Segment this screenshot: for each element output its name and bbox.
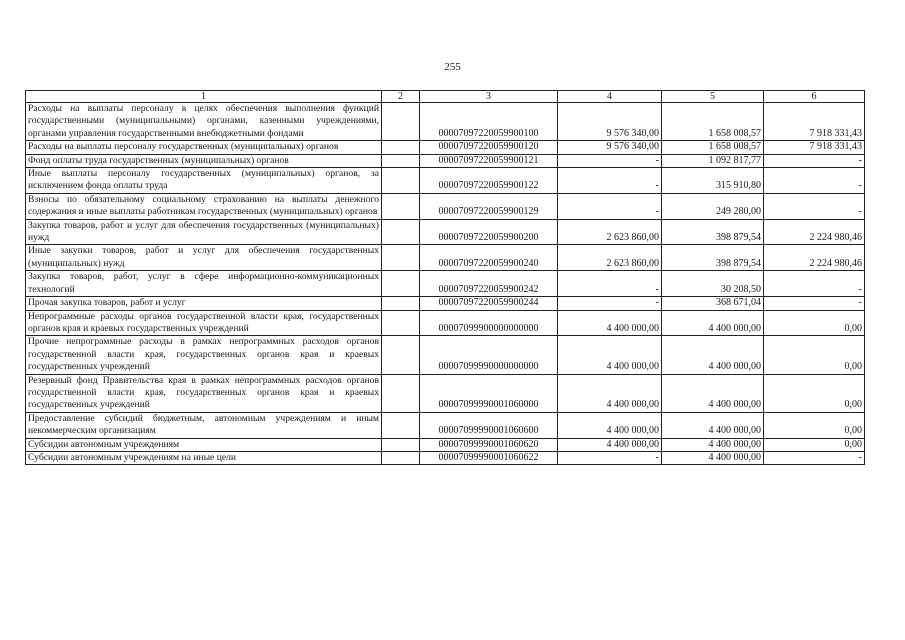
- row-kind: [382, 271, 420, 297]
- row-code: 00007097220059900240: [420, 245, 558, 271]
- row-unexecuted: -: [764, 297, 865, 310]
- row-unexecuted: 0,00: [764, 412, 865, 438]
- table-row: [26, 154, 865, 167]
- row-approved: 4 400 000,00: [558, 412, 662, 438]
- row-code: 00007099990000000000: [420, 336, 558, 374]
- table-row: [26, 297, 865, 310]
- row-name: Фонд оплаты труда государственных (муниципальных) органов: [26, 154, 382, 167]
- table-row: [26, 245, 865, 271]
- row-code: 00007097220059900100: [420, 103, 558, 141]
- row-kind: [382, 219, 420, 245]
- row-executed: 30 208,50: [662, 271, 764, 297]
- row-executed: 4 400 000,00: [662, 438, 764, 451]
- row-kind: [382, 412, 420, 438]
- row-approved: 4 400 000,00: [558, 438, 662, 451]
- budget-execution-table: [25, 90, 865, 465]
- row-kind: [382, 374, 420, 412]
- row-name: Прочие непрограммные расходы в рамках непрограммных расходов органов государственной власти края, государственных органов края и краевых государственных учреждений: [26, 336, 382, 374]
- row-executed: 4 400 000,00: [662, 451, 764, 464]
- table-row: [26, 141, 865, 154]
- row-code: 00007097220059900120: [420, 141, 558, 154]
- row-kind: [382, 193, 420, 219]
- row-approved: -: [558, 297, 662, 310]
- row-approved: 4 400 000,00: [558, 310, 662, 336]
- column-header-5: 5: [662, 91, 764, 103]
- row-code: 00007097220059900242: [420, 271, 558, 297]
- row-name: Иные закупки товаров, работ и услуг для обеспечения государственных (муниципальных) нужд: [26, 245, 382, 271]
- column-header-3: 3: [420, 91, 558, 103]
- row-name: Расходы на выплаты персоналу государственных (муниципальных) органов: [26, 141, 382, 154]
- row-executed: 4 400 000,00: [662, 336, 764, 374]
- row-executed: 1 092 817,77: [662, 154, 764, 167]
- row-unexecuted: -: [764, 451, 865, 464]
- row-unexecuted: -: [764, 168, 865, 194]
- table-row: [26, 193, 865, 219]
- row-kind: [382, 438, 420, 451]
- column-header-6: 6: [764, 91, 865, 103]
- row-code: 00007099900000000000: [420, 310, 558, 336]
- row-code: 00007097220059900122: [420, 168, 558, 194]
- column-header-2: 2: [382, 91, 420, 103]
- row-executed: 398 879,54: [662, 245, 764, 271]
- row-code: 00007099990001060000: [420, 374, 558, 412]
- row-kind: [382, 451, 420, 464]
- row-approved: 9 576 340,00: [558, 141, 662, 154]
- table-row: [26, 219, 865, 245]
- row-kind: [382, 336, 420, 374]
- row-approved: -: [558, 168, 662, 194]
- page-number: 255: [444, 61, 461, 73]
- row-unexecuted: 2 224 980,46: [764, 245, 865, 271]
- row-unexecuted: -: [764, 154, 865, 167]
- row-name: Непрограммные расходы органов государственной власти края, государственных органов края и краевых государственных учреждений: [26, 310, 382, 336]
- row-executed: 4 400 000,00: [662, 374, 764, 412]
- row-executed: 315 910,80: [662, 168, 764, 194]
- row-name: Субсидии автономным учреждениям: [26, 438, 382, 451]
- table-row: [26, 336, 865, 374]
- table-row: [26, 103, 865, 141]
- row-kind: [382, 103, 420, 141]
- table-row: [26, 168, 865, 194]
- row-kind: [382, 141, 420, 154]
- row-kind: [382, 154, 420, 167]
- row-approved: 2 623 860,00: [558, 245, 662, 271]
- row-name: Иные выплаты персоналу государственных (муниципальных) органов, за исключением фонда оплаты труда: [26, 168, 382, 194]
- row-approved: -: [558, 271, 662, 297]
- row-kind: [382, 310, 420, 336]
- table-row: [26, 438, 865, 451]
- table-header-row: [26, 91, 865, 103]
- row-code: 00007099990001060620: [420, 438, 558, 451]
- row-code: 00007099990001060622: [420, 451, 558, 464]
- row-name: Закупка товаров, работ и услуг для обеспечения государственных (муниципальных) нужд: [26, 219, 382, 245]
- row-name: Закупка товаров, работ, услуг в сфере информационно-коммуникационных технологий: [26, 271, 382, 297]
- row-approved: 2 623 860,00: [558, 219, 662, 245]
- column-header-1: 1: [26, 91, 382, 103]
- row-code: 00007097220059900200: [420, 219, 558, 245]
- row-executed: 368 671,04: [662, 297, 764, 310]
- table-row: [26, 310, 865, 336]
- table-row: [26, 271, 865, 297]
- row-approved: 4 400 000,00: [558, 374, 662, 412]
- row-executed: 398 879,54: [662, 219, 764, 245]
- row-name: Прочая закупка товаров, работ и услуг: [26, 297, 382, 310]
- row-code: 00007097220059900121: [420, 154, 558, 167]
- row-unexecuted: 0,00: [764, 310, 865, 336]
- row-unexecuted: -: [764, 193, 865, 219]
- row-approved: 4 400 000,00: [558, 336, 662, 374]
- row-name: Субсидии автономным учреждениям на иные цели: [26, 451, 382, 464]
- row-code: 00007099990001060600: [420, 412, 558, 438]
- row-approved: -: [558, 451, 662, 464]
- row-unexecuted: 0,00: [764, 438, 865, 451]
- row-unexecuted: 2 224 980,46: [764, 219, 865, 245]
- row-approved: 9 576 340,00: [558, 103, 662, 141]
- row-executed: 249 280,00: [662, 193, 764, 219]
- table-row: [26, 412, 865, 438]
- row-name: Предоставление субсидий бюджетным, автономным учреждениям и иным некоммерческим организациям: [26, 412, 382, 438]
- row-approved: -: [558, 154, 662, 167]
- row-executed: 4 400 000,00: [662, 310, 764, 336]
- column-header-4: 4: [558, 91, 662, 103]
- row-unexecuted: -: [764, 271, 865, 297]
- row-name: Расходы на выплаты персоналу в целях обеспечения выполнения функций государственными (муниципальными) органами, казенными учреждениями, органами управления государственными внебюджетными фондами: [26, 103, 382, 141]
- row-kind: [382, 168, 420, 194]
- row-executed: 1 658 008,57: [662, 141, 764, 154]
- row-name: Взносы по обязательному социальному страхованию на выплаты денежного содержания и иные выплаты работникам государственных (муниципальных) органов: [26, 193, 382, 219]
- row-approved: -: [558, 193, 662, 219]
- row-unexecuted: 0,00: [764, 336, 865, 374]
- table-row: [26, 451, 865, 464]
- row-name: Резервный фонд Правительства края в рамках непрограммных расходов органов государственной власти края, государственных органов края и краевых государственных учреждений: [26, 374, 382, 412]
- row-code: 00007097220059900129: [420, 193, 558, 219]
- row-executed: 4 400 000,00: [662, 412, 764, 438]
- row-unexecuted: 7 918 331,43: [764, 141, 865, 154]
- row-code: 00007097220059900244: [420, 297, 558, 310]
- row-executed: 1 658 008,57: [662, 103, 764, 141]
- row-unexecuted: 7 918 331,43: [764, 103, 865, 141]
- row-kind: [382, 245, 420, 271]
- row-kind: [382, 297, 420, 310]
- table-row: [26, 374, 865, 412]
- row-unexecuted: 0,00: [764, 374, 865, 412]
